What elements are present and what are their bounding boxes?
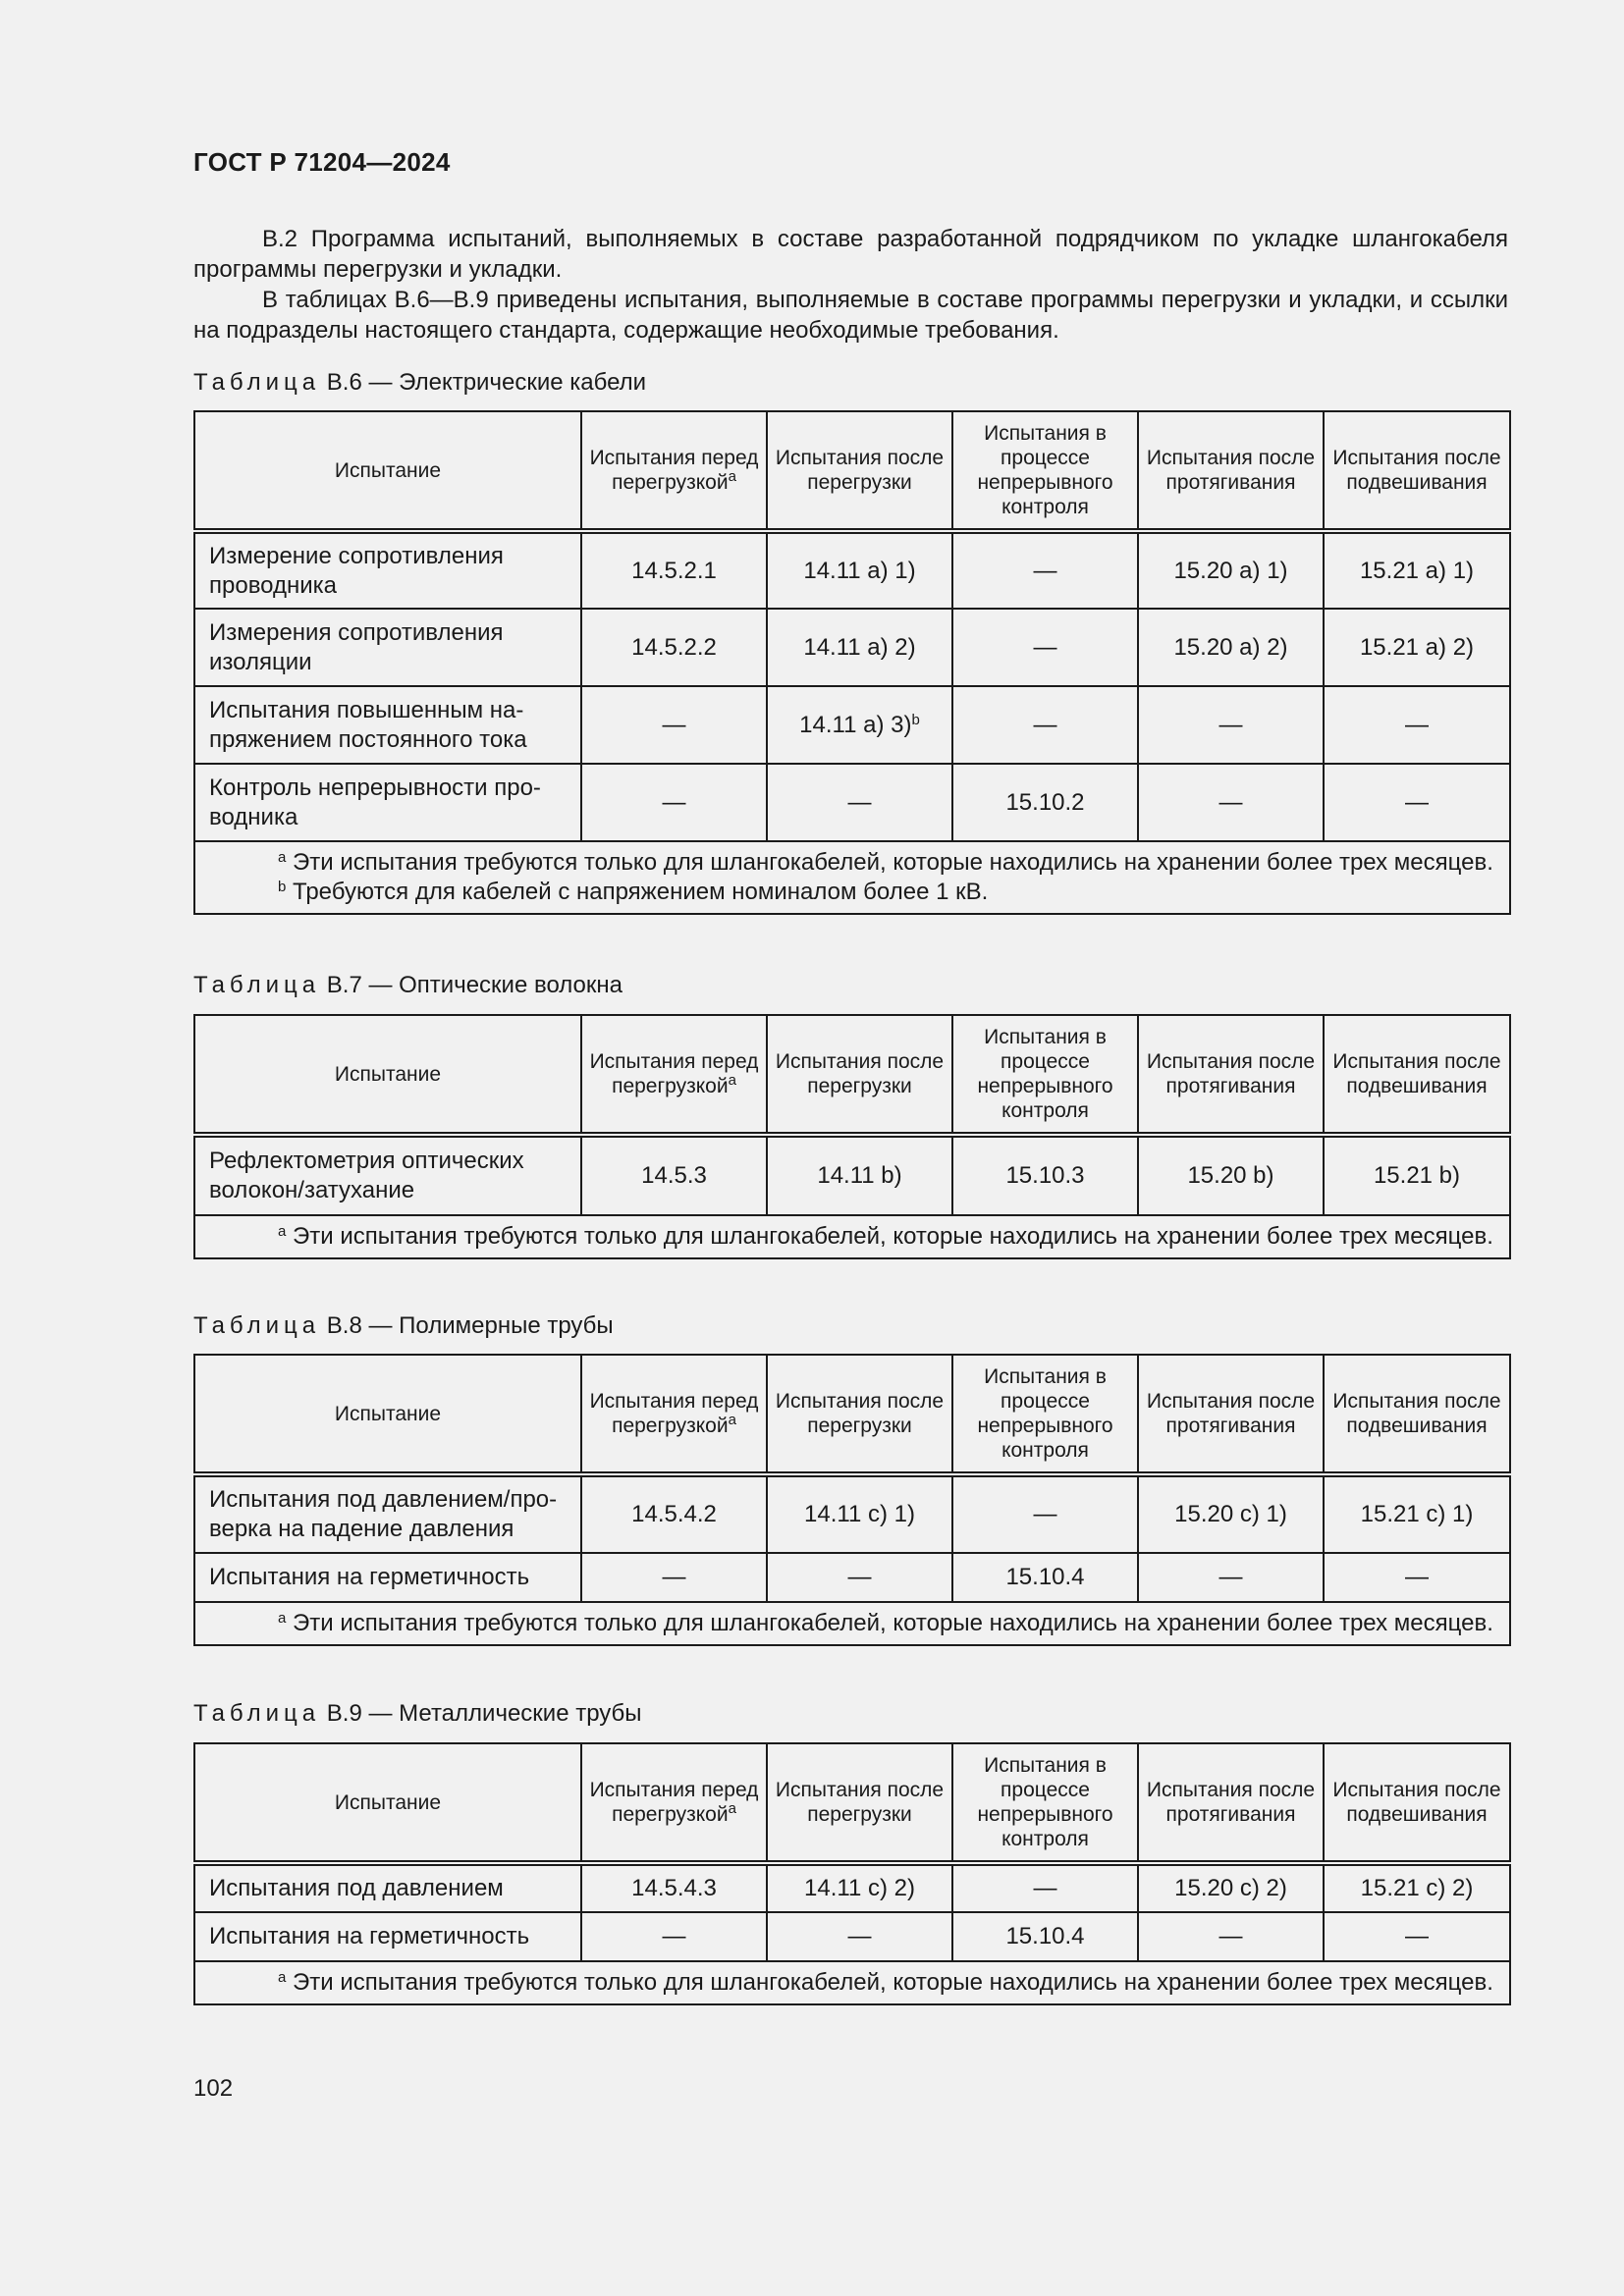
col-header: Испытание [194,1015,581,1135]
col-header: Испытания после протягивания [1138,1355,1324,1474]
footnote: $^a$ Эти испытания требуются только для шлангокабелей, которые находились на хранении более трех месяцев. [278,1610,1493,1636]
intro-text [193,224,1508,346]
table-row: Измерение сопротивления проводника 14.5.2.1 14.11 а) 1) — 15.20 а) 1) 15.21 а) 1) [194,531,1510,609]
footnote: $^a$ Эти испытания требуются только для шлангокабелей, которые находились на хранении более трех месяцев. [278,1223,1493,1250]
table-caption: Таблица В.6 — Электрические кабели [193,369,647,396]
col-header: Испытания в процессе непрерывного контроля [952,1355,1138,1474]
table-row: Испытания под давлением/проверка на падение давления 14.5.4.2 14.11 с) 1) — 15.20 с) 1) 15.21 с) 1) [194,1474,1510,1553]
col-header: Испытания после перегрузки [767,1015,952,1135]
col-header: Испытания перед перегрузкой$^a$ [581,1355,767,1474]
table-header-row [194,1015,1510,1135]
col-header: Испытания после протягивания [1138,411,1324,531]
table-optical-fibers [193,1014,1511,1259]
col-header: Испытания в процессе непрерывного контроля [952,1015,1138,1135]
table-caption: Таблица В.9 — Металлические трубы [193,1700,642,1727]
table-electrical-cables [193,410,1511,915]
intro-paragraph: В.2 Программа испытаний, выполняемых в составе разработанной подрядчиком по укладке шлангокабеля программы перегрузки и укладки. [193,226,1508,283]
table-row: Испытания под давлением 14.5.4.3 14.11 с) 2) — 15.20 с) 2) 15.21 с) 2) [194,1863,1510,1912]
table-header-row [194,1355,1510,1474]
table-caption: Таблица В.8 — Полимерные трубы [193,1312,614,1339]
table-polymer-pipes [193,1354,1511,1646]
col-header: Испытания после перегрузки [767,411,952,531]
table-row: Контроль непрерывности проводника — — 15.10.2 — — [194,764,1510,841]
table-footnote-row [194,1215,1510,1258]
table-header-row [194,1743,1510,1863]
footnote: $^a$ Эти испытания требуются только для шлангокабелей, которые находились на хранении более трех месяцев. [278,849,1493,876]
col-header: Испытания после протягивания [1138,1015,1324,1135]
table-row: Измерения сопротивления изоляции 14.5.2.2 14.11 а) 2) — 15.20 а) 2) 15.21 а) 2) [194,609,1510,686]
table-footnote-row [194,841,1510,914]
col-header: Испытание [194,1355,581,1474]
table-header-row [194,411,1510,531]
col-header: Испытание [194,1743,581,1863]
document-code: ГОСТ Р 71204—2024 [193,147,451,177]
col-header: Испытания после подвешивания [1324,1015,1510,1135]
intro-paragraph: В таблицах В.6—В.9 приведены испытания, выполняемые в составе программы перегрузки и укладки, и ссылки на подразделы настоящего стандарта, содержащие необходимые требования. [193,287,1508,344]
col-header: Испытания после протягивания [1138,1743,1324,1863]
footnote: $^a$ Эти испытания требуются только для шлангокабелей, которые находились на хранении более трех месяцев. [278,1969,1493,1996]
col-header: Испытания после перегрузки [767,1743,952,1863]
col-header: Испытания в процессе непрерывного контроля [952,1743,1138,1863]
col-header: Испытания в процессе непрерывного контроля [952,411,1138,531]
table-footnote-row [194,1602,1510,1645]
col-header: Испытания после подвешивания [1324,411,1510,531]
page-number: 102 [193,2075,234,2102]
col-header: Испытания перед перегрузкой$^a$ [581,411,767,531]
table-caption: Таблица В.7 — Оптические волокна [193,972,623,998]
table-row: Рефлектометрия оптических волокон/затухание 14.5.3 14.11 b) 15.10.3 15.20 b) 15.21 b) [194,1135,1510,1215]
col-header: Испытания перед перегрузкой$^a$ [581,1743,767,1863]
footnote: $^b$ Требуются для кабелей с напряжением номиналом более 1 кВ. [278,879,989,905]
col-header: Испытания после перегрузки [767,1355,952,1474]
table-row: Испытания на герметичность — — 15.10.4 — — [194,1553,1510,1602]
col-header: Испытания перед перегрузкой$^a$ [581,1015,767,1135]
table-footnote-row [194,1961,1510,2004]
table-metal-pipes [193,1742,1511,2005]
col-header: Испытания после подвешивания [1324,1355,1510,1474]
table-row: Испытания на герметичность — — 15.10.4 — — [194,1912,1510,1961]
col-header: Испытания после подвешивания [1324,1743,1510,1863]
col-header: Испытание [194,411,581,531]
table-row: Испытания повышенным напряжением постоянного тока — 14.11 а) 3)$^b$ — — — [194,686,1510,764]
